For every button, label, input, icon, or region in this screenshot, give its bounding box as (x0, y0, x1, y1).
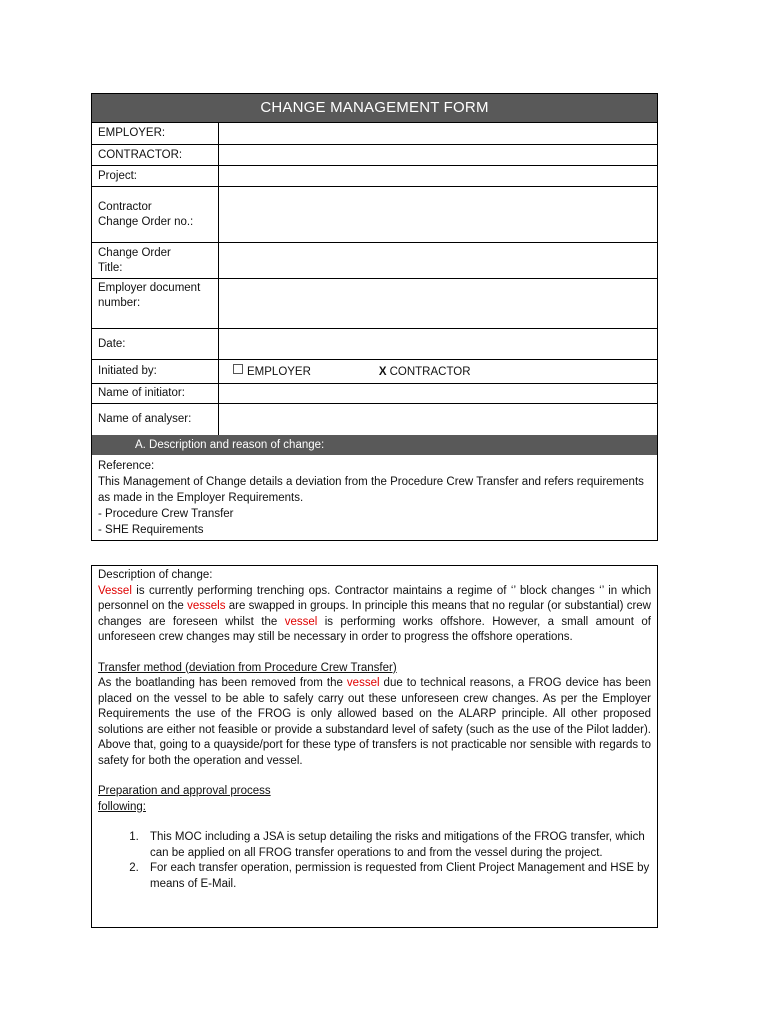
contractor-option-label: CONTRACTOR (389, 365, 471, 378)
row-contractor (92, 145, 657, 166)
reference-label: Reference: (98, 460, 155, 472)
employer-checkbox[interactable] (233, 364, 243, 374)
text-run: As the boatlanding has been removed from the (98, 677, 347, 689)
employer-option-label: EMPLOYER (247, 365, 311, 378)
row-project (92, 166, 657, 187)
contractor-field[interactable] (219, 145, 657, 165)
reference-text: This Management of Change details a deviation from the Procedure Crew Transfer and refers requirements as made in the Employer Requirements. (98, 476, 644, 504)
change-order-title-field[interactable] (219, 243, 657, 278)
project-label: Project: (92, 166, 219, 186)
name-of-initiator-field[interactable] (219, 384, 657, 403)
initiated-by-options (219, 360, 657, 383)
initiated-by-label: Initiated by: (92, 360, 219, 383)
row-change-order-no (92, 187, 657, 243)
name-of-analyser-field[interactable] (219, 404, 657, 435)
following-label: following: (98, 800, 146, 813)
change-order-no-field[interactable] (219, 187, 657, 242)
name-of-initiator-label: Name of initiator: (92, 384, 219, 403)
transfer-method-paragraph (98, 676, 651, 769)
change-order-no-label: Contractor Change Order no.: (92, 187, 219, 242)
list-item: 1. This MOC including a JSA is setup detailing the risks and mitigations of the FROG transfer, which can be applied on all FROG transfer operations to and from the vessel during the project. (142, 830, 651, 861)
employer-field[interactable] (219, 123, 657, 144)
highlighted-word: vessel (284, 615, 318, 628)
preparation-heading: Preparation and approval process (98, 785, 271, 797)
employer-doc-number-field[interactable] (219, 279, 657, 328)
employer-doc-number-label: Employer document number: (92, 279, 219, 328)
text-run: due to technical reasons, a FROG device has been placed on the vessel to be able to safely carry out these unforeseen crew changes. As per the Employer Requirements the use of the FROG is only allowed based on the ALARP principle. All other proposed solutions are either not feasible or provide a substandard level of safety (such as the use of the Pilot ladder). Above that, going to a quayside/port for these type of transfers is not practicable nor sensible with regards to safety for both the operation and vessel. (98, 677, 651, 767)
employer-label: EMPLOYER: (92, 123, 219, 144)
description-of-change-box (91, 565, 658, 928)
change-order-title-label: Change Order Title: (92, 243, 219, 278)
contractor-check-mark[interactable]: X (378, 365, 387, 378)
highlighted-word: vessels (187, 600, 226, 612)
date-field[interactable] (219, 329, 657, 359)
section-a-heading: A. Description and reason of change: (92, 435, 657, 455)
row-change-order-title (92, 243, 657, 279)
row-name-of-initiator (92, 384, 657, 404)
highlighted-word: vessel (346, 677, 380, 689)
row-employer-doc-number (92, 279, 657, 329)
date-label: Date: (92, 329, 219, 359)
text-run: is currently performing trenching ops. Contractor maintains a regime of ‘’ block changes ‘’ in which personnel on the (98, 584, 651, 612)
highlighted-word: Vessel (98, 584, 132, 597)
description-label: Description of change: (98, 569, 213, 581)
reference-item: - Procedure Crew Transfer (98, 508, 234, 520)
form-title: CHANGE MANAGEMENT FORM (92, 94, 657, 123)
description-paragraph (98, 584, 651, 646)
list-item: 2. For each transfer operation, permission is requested from Client Project Management and HSE by means of E-Mail. (142, 861, 651, 892)
reference-item: - SHE Requirements (98, 524, 204, 536)
row-initiated-by (92, 360, 657, 384)
text-run: are swapped in groups. In principle this means that no regular (or substantial) crew changes are foreseen whilst the (98, 600, 651, 628)
change-management-form (91, 93, 658, 541)
name-of-analyser-label: Name of analyser: (92, 404, 219, 435)
project-field[interactable] (219, 166, 657, 186)
row-date (92, 329, 657, 360)
transfer-method-heading: Transfer method (deviation from Procedure Crew Transfer) (98, 661, 397, 674)
text-run: is performing works offshore. However, a small amount of unforeseen crew changes may still be necessary in order to progress the offshore operations. (98, 615, 652, 643)
contractor-label: CONTRACTOR: (92, 145, 219, 165)
row-employer (92, 123, 657, 145)
row-name-of-analyser (92, 404, 657, 435)
reference-box (92, 455, 657, 540)
approval-steps-list (98, 830, 651, 892)
